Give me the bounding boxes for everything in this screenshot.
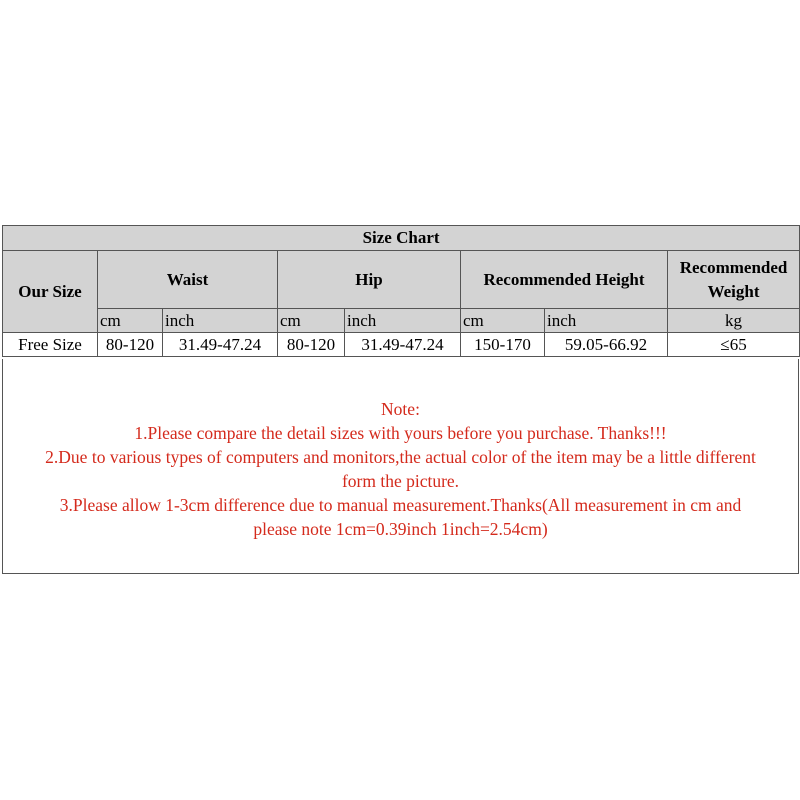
cell-size: Free Size [3, 333, 98, 357]
note-line-1: 1.Please compare the detail sizes with yours before you purchase. Thanks!!! [134, 423, 667, 443]
unit-height-cm: cm [461, 309, 545, 333]
cell-hip-cm: 80-120 [278, 333, 345, 357]
size-chart-title: Size Chart [3, 226, 800, 251]
note-line-2a: 2.Due to various types of computers and monitors,the actual color of the item may be a little different [45, 447, 756, 467]
header-hip: Hip [278, 251, 461, 309]
size-chart [2, 225, 799, 357]
notes-box [2, 359, 799, 574]
header-recommended-weight: Recommended Weight [668, 251, 800, 309]
unit-hip-inch: inch [345, 309, 461, 333]
note-line-2b: form the picture. [341, 471, 460, 491]
cell-waist-inch: 31.49-47.24 [163, 333, 278, 357]
unit-height-inch: inch [545, 309, 668, 333]
table-row [3, 333, 800, 357]
cell-height-cm: 150-170 [461, 333, 545, 357]
header-recommended-height: Recommended Height [461, 251, 668, 309]
cell-hip-inch: 31.49-47.24 [345, 333, 461, 357]
unit-waist-cm: cm [98, 309, 163, 333]
header-our-size: Our Size [3, 251, 98, 333]
unit-weight-kg: kg [668, 309, 800, 333]
header-waist: Waist [98, 251, 278, 309]
note-line-3b: please note 1cm=0.39inch 1inch=2.54cm) [253, 519, 548, 539]
unit-hip-cm: cm [278, 309, 345, 333]
cell-weight-kg: ≤65 [668, 333, 800, 357]
size-chart-table [2, 225, 800, 357]
cell-height-inch: 59.05-66.92 [545, 333, 668, 357]
note-heading: Note: [381, 399, 420, 419]
unit-waist-inch: inch [163, 309, 278, 333]
notes-text [3, 397, 798, 541]
cell-waist-cm: 80-120 [98, 333, 163, 357]
note-line-3a: 3.Please allow 1-3cm difference due to manual measurement.Thanks(All measurement in cm and [59, 495, 742, 515]
